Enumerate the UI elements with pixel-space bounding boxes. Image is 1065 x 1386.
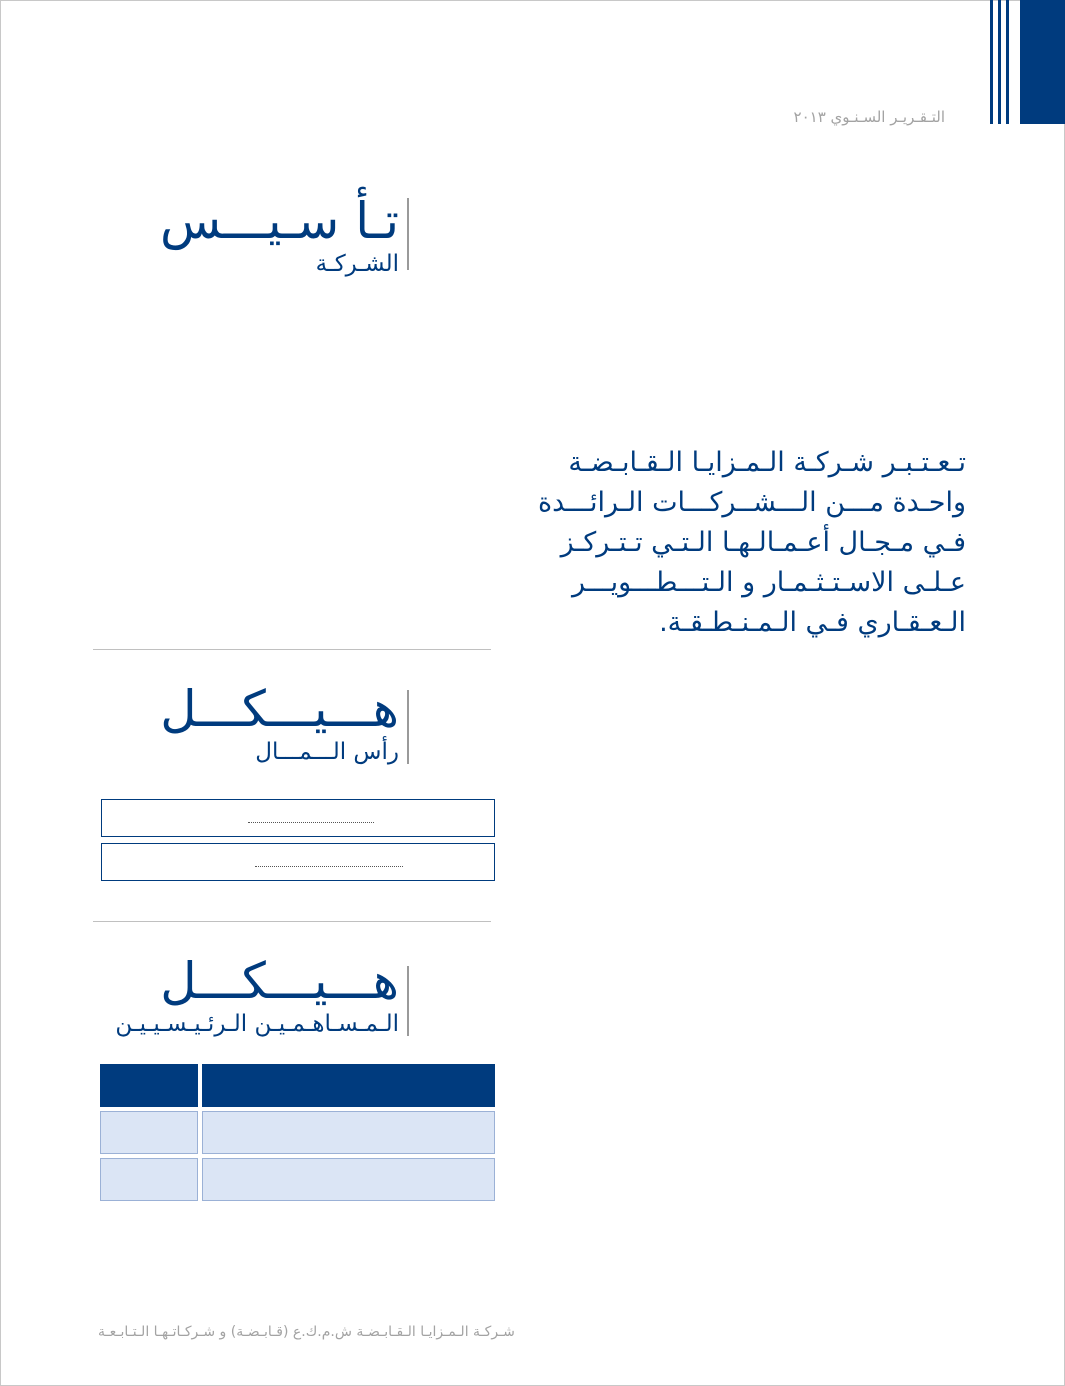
section-divider-bar [407, 966, 409, 1036]
header-stripe [998, 0, 1001, 124]
establishment-subtitle: الشـركـة [315, 251, 399, 277]
table-header-cell [202, 1064, 495, 1107]
table-cell [100, 1111, 198, 1154]
table-header-cell [100, 1064, 198, 1107]
capital-box [101, 799, 495, 837]
shareholders-heading [115, 952, 399, 1038]
dotted-leader [255, 854, 403, 867]
table-row [100, 1158, 495, 1201]
header-stripe [1006, 0, 1009, 124]
intro-paragraph: تـعـتـبـر شـركـة الـمـزايـا الـقـابـضـة واحـدة مـــن الـــشــركـــات الـرائـــدة فـي مـجـال أعـمـالـهـا الـتـي تـتـركـز عـلـى الاسـتـثـمـار و الـتـــطـــويـــر الـعـقـاري فـي الـمـنـطـقـة. [537, 447, 966, 638]
horizontal-divider [93, 649, 491, 650]
table-header-row [100, 1064, 495, 1107]
header-stripe [1020, 0, 1065, 124]
section-divider-bar [407, 198, 409, 270]
establishment-heading [160, 192, 399, 278]
table-cell [100, 1158, 198, 1201]
table-row [100, 1111, 495, 1154]
footer-company: شـركـة الـمـزايـا الـقـابـضـة ش.م.ك.ع (قـابـضـة) و شـركـاتـهـا الـتـابـعـة [98, 1324, 515, 1340]
shareholders-title: هـــيـــكـــل [160, 952, 399, 1010]
dotted-leader [248, 810, 374, 823]
shareholders-subtitle: الـمـسـاهـمـيـن الـرئـيـسـيـيـن [115, 1011, 399, 1037]
capital-structure-heading [160, 680, 399, 766]
capital-structure-title: هـــيـــكـــل [160, 680, 399, 738]
section-divider-bar [407, 690, 409, 764]
table-cell [202, 1111, 495, 1154]
header-stripe [990, 0, 993, 124]
shareholders-table [96, 1060, 499, 1205]
table-cell [202, 1158, 495, 1201]
report-title: التـقـريـر السـنـوي ٢٠١٣ [793, 108, 945, 126]
capital-box [101, 843, 495, 881]
establishment-title: تـأ سـيـــس [159, 192, 399, 250]
horizontal-divider [93, 921, 491, 922]
capital-structure-subtitle: رأس الـــمـــال [255, 739, 399, 765]
